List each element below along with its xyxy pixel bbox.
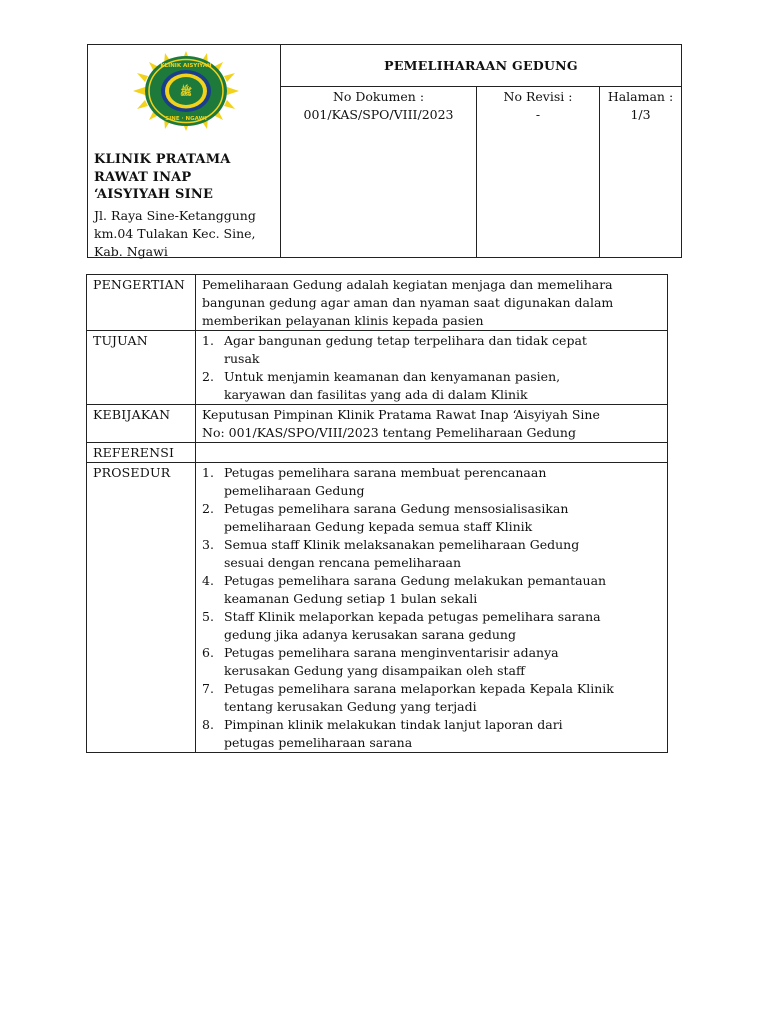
row-pengertian	[87, 275, 668, 331]
kebijakan-text	[196, 405, 668, 443]
halaman-value: 1/3	[630, 107, 651, 122]
list-item	[202, 368, 663, 404]
list-number: 1.	[202, 333, 214, 348]
clinic-address	[94, 207, 280, 261]
list-item	[202, 644, 663, 680]
clinic-name	[94, 151, 274, 204]
section-label: PROSEDUR	[87, 463, 196, 753]
address-line: Kab. Ngawi	[94, 244, 168, 259]
text-line: memberikan pelayanan klinis kepada pasien	[202, 313, 484, 328]
address-line: Jl. Raya Sine-Ketanggung	[94, 208, 256, 223]
text-line: rusak	[224, 351, 260, 366]
list-number: 6.	[202, 645, 214, 660]
svg-text:ﷺ: ﷺ	[179, 87, 193, 98]
list-number: 3.	[202, 537, 214, 552]
address-line: km.04 Tulakan Kec. Sine,	[94, 226, 256, 241]
clinic-name-line: ‘AISYIYAH SINE	[94, 187, 214, 202]
document-header	[87, 44, 682, 258]
text-line: Petugas pemelihara sarana membuat perencanaan	[224, 465, 547, 480]
text-line: pemeliharaan Gedung	[224, 483, 365, 498]
text-line: petugas pemeliharaan sarana	[224, 735, 413, 750]
text-line: Pimpinan klinik melakukan tindak lanjut laporan dari	[224, 717, 563, 732]
row-prosedur	[87, 463, 668, 753]
clinic-logo	[133, 51, 239, 131]
prosedur-list	[202, 464, 663, 752]
text-line: bangunan gedung agar aman dan nyaman saat digunakan dalam	[202, 295, 614, 310]
section-label: PENGERTIAN	[87, 275, 196, 331]
list-number: 2.	[202, 501, 214, 516]
section-label: KEBIJAKAN	[87, 405, 196, 443]
text-line: Keputusan Pimpinan Klinik Pratama Rawat Inap ‘Aisyiyah Sine	[202, 407, 600, 422]
row-tujuan	[87, 331, 668, 405]
clinic-name-line: KLINIK PRATAMA	[94, 152, 231, 167]
list-number: 8.	[202, 717, 214, 732]
text-line: Pemeliharaan Gedung adalah kegiatan menjaga dan memelihara	[202, 277, 613, 292]
list-item	[202, 608, 663, 644]
text-line: Petugas pemelihara sarana menginventarisir adanya	[224, 645, 559, 660]
referensi-text	[196, 443, 668, 463]
procedure-table	[86, 274, 668, 753]
text-line: sesuai dengan rencana pemeliharaan	[224, 555, 462, 570]
text-line: Petugas pemelihara sarana Gedung mensosialisasikan	[224, 501, 569, 516]
text-line: kerusakan Gedung yang disampaikan oleh staff	[224, 663, 525, 678]
section-label: REFERENSI	[87, 443, 196, 463]
no-dokumen-label: No Dokumen :	[332, 89, 425, 104]
list-number: 4.	[202, 573, 214, 588]
row-referensi	[87, 443, 668, 463]
clinic-name-line: RAWAT INAP	[94, 169, 192, 185]
list-number: 1.	[202, 465, 214, 480]
list-item	[202, 572, 663, 608]
text-line: gedung jika adanya kerusakan sarana gedung	[224, 627, 516, 642]
text-line: tentang kerusakan Gedung yang terjadi	[224, 699, 477, 714]
no-dokumen-value: 001/KAS/SPO/VIII/2023	[303, 107, 454, 122]
svg-text:KLINIK AISYIYAH: KLINIK AISYIYAH	[160, 63, 212, 69]
no-revisi-cell	[477, 87, 600, 257]
tujuan-list	[202, 332, 663, 404]
clinic-identity-cell	[88, 45, 281, 257]
text-line: Petugas pemelihara sarana Gedung melakukan pemantauan	[224, 573, 607, 588]
list-number: 5.	[202, 609, 214, 624]
text-line: Staff Klinik melaporkan kepada petugas pemelihara sarana	[224, 609, 601, 624]
svg-text:SINE · NGAWI: SINE · NGAWI	[165, 116, 207, 122]
no-revisi-label: No Revisi :	[503, 89, 573, 104]
text-line: keamanan Gedung setiap 1 bulan sekali	[224, 591, 478, 606]
no-revisi-value: -	[535, 107, 541, 122]
prosedur-list-cell	[196, 463, 668, 753]
halaman-cell	[600, 87, 681, 257]
text-line: Agar bangunan gedung tetap terpelihara dan tidak cepat	[224, 333, 587, 348]
list-number: 2.	[202, 369, 214, 384]
halaman-label: Halaman :	[607, 89, 674, 104]
list-item	[202, 716, 663, 752]
tujuan-list-cell	[196, 331, 668, 405]
list-item	[202, 464, 663, 500]
document-title: PEMELIHARAAN GEDUNG	[281, 45, 681, 87]
text-line: No: 001/KAS/SPO/VIII/2023 tentang Pemeliharaan Gedung	[202, 425, 576, 440]
list-number: 7.	[202, 681, 214, 696]
text-line: pemeliharaan Gedung kepada semua staff Klinik	[224, 519, 533, 534]
text-line: Untuk menjamin keamanan dan kenyamanan pasien,	[224, 369, 561, 384]
list-item	[202, 680, 663, 716]
list-item	[202, 500, 663, 536]
list-item	[202, 332, 663, 368]
no-dokumen-cell	[281, 87, 477, 257]
list-item	[202, 536, 663, 572]
section-label: TUJUAN	[87, 331, 196, 405]
pengertian-text	[196, 275, 668, 331]
row-kebijakan	[87, 405, 668, 443]
text-line: karyawan dan fasilitas yang ada di dalam Klinik	[224, 387, 528, 402]
text-line: Petugas pemelihara sarana melaporkan kepada Kepala Klinik	[224, 681, 614, 696]
text-line: Semua staff Klinik melaksanakan pemeliharaan Gedung	[224, 537, 580, 552]
